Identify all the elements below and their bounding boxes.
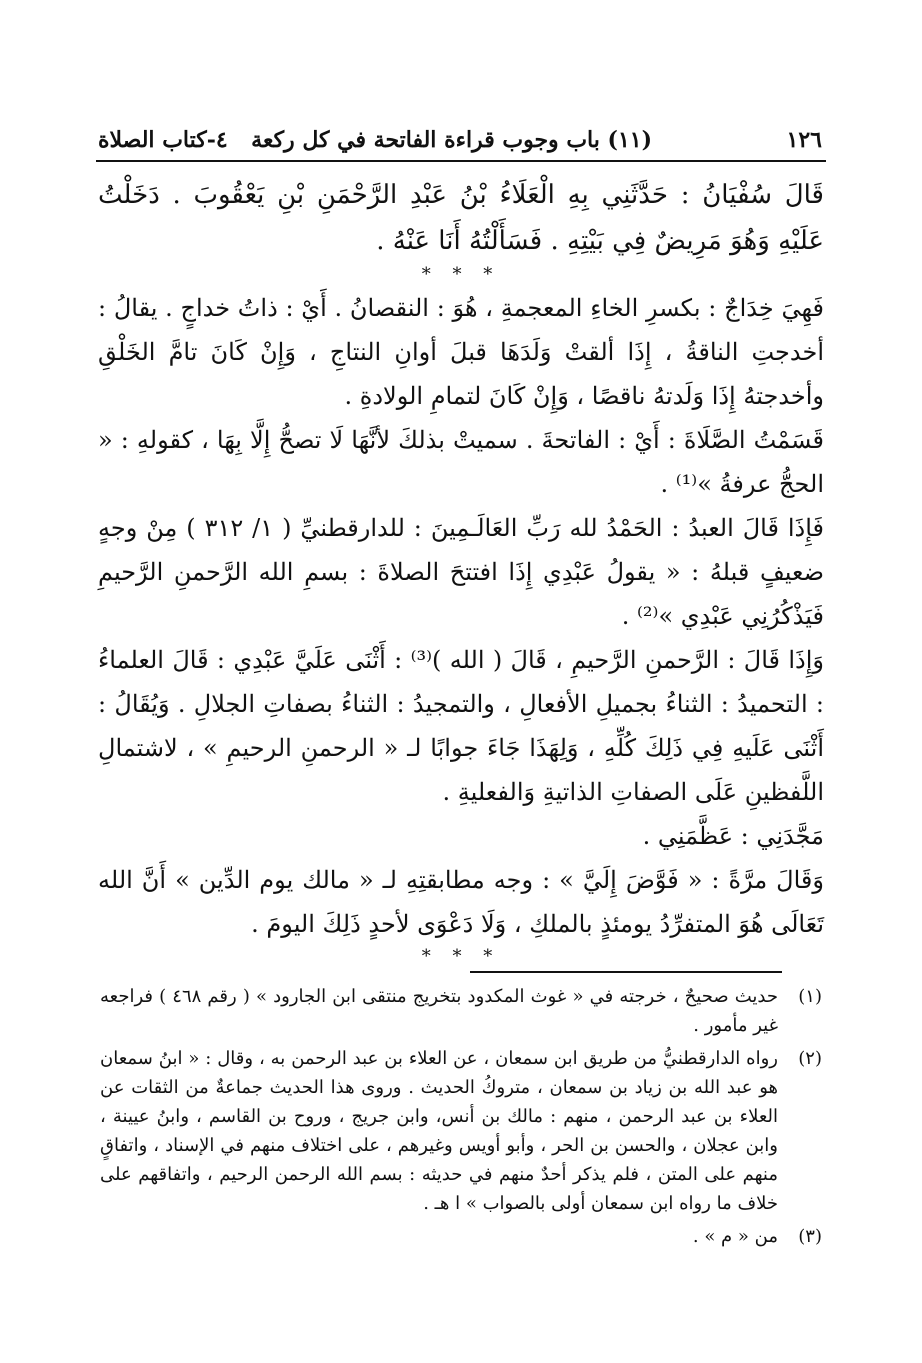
footnote-text: من « م » . bbox=[692, 1226, 778, 1247]
footnote-3 bbox=[100, 1222, 822, 1251]
commentary-majjadani: مَجَّدَنِي : عَظَّمَنِي . bbox=[642, 822, 824, 850]
header-rule bbox=[96, 160, 826, 162]
footnotes bbox=[100, 982, 822, 1255]
footnote-text: حديث صحيحٌ ، خرجته في « غوث المكدود بتخريج منتقى ابن الجارود » ( رقم ٤٦٨ ) فراجعه غير مأمور . bbox=[100, 986, 778, 1036]
section-separator: * * * bbox=[421, 264, 501, 285]
commentary-alhamd: فَإِذَا قَالَ العبدُ : الحَمْدُ لله رَبِّ العَالَـمِينَ : للدارقطنيِّ ( ١/ ٣١٢ ) مِنْ وجهٍ ضعيفٍ قبلهُ : « يقولُ عَبْدِي إِذَا افتتحَ الصلاةَ : بسمِ الله الرَّحمنِ الرَّحيمِ فَيَذْكُرُنِي عَبْدِي »⁽²⁾ . bbox=[98, 514, 824, 630]
commentary-fawwada: وَقَالَ مرَّةً : « فَوَّضَ إِلَيَّ » : وجه مطابقتِهِ لـ « مالك يوم الدِّين » أَنَّ الله تَعَالَى هُوَ المتفرِّدُ يومئذٍ بالملكِ ، وَلَا دَعْوَى لأحدٍ ذَلِكَ اليومَ . bbox=[98, 866, 824, 938]
footnote-number: (٢) bbox=[798, 1048, 822, 1069]
book-title: ٤-كتاب الصلاة bbox=[98, 127, 228, 153]
footnote-number: (٣) bbox=[798, 1226, 822, 1247]
running-head bbox=[98, 122, 822, 158]
footnote-1 bbox=[100, 982, 822, 1040]
commentary-qasamtu: قَسَمْتُ الصَّلَاةَ : أَيْ : الفاتحةَ . سميتْ بذلكَ لأنَّهَا لَا تصحُّ إِلَّا بِهَا ، كقولهِ : « الحجُّ عرفةُ »⁽¹⁾ . bbox=[98, 426, 824, 498]
section-separator-end: * * * bbox=[421, 946, 501, 967]
footnote-2 bbox=[100, 1044, 822, 1218]
footnote-text: رواه الدارقطنيُّ من طريق ابن سمعان ، عن العلاء بن عبد الرحمن به ، وقال : « ابنُ سمعان هو عبد الله بن زياد بن سمعان ، متروكُ الحديث . وروى هذا الحديث جماعةٌ من الثقات عن العلاء بن عبد الرحمن ، منهم : مالك بن أنس، وابن جريج ، وروح بن القاسم ، وابنُ عيينة ، وابن عجلان ، والحسن بن الحر ، وأبو أويس وغيرهم ، على اختلاف منهم في الإسناد ، واتفاقٍ منهم على المتن ، فلم يذكر أحدٌ منهم في حديثه : بسم الله الرحمن الرحيم ، واتفاقهم على خلاف ما رواه ابن سمعان أولى بالصواب » ا هـ . bbox=[100, 1048, 778, 1214]
footnote-number: (١) bbox=[798, 986, 822, 1007]
page-number: ١٢٦ bbox=[786, 127, 822, 153]
commentary-khidaj: فَهِيَ خِدَاجٌ : بكسرِ الخاءِ المعجمةِ ، هُوَ : النقصانُ . أَيْ : ذاتُ خداجٍ . يقالُ : أخدجتِ الناقةُ ، إِذَا ألقتْ وَلَدَهَا قبلَ أوانِ النتاجِ ، وَإِنْ كَانَ تامَّ الخَلْقِ وأخدجتهُ إِذَا وَلَدتهُ ناقصًا ، وَإِنْ كَانَ لتمامِ الولادةِ . bbox=[98, 294, 824, 410]
chapter-title: (١١) باب وجوب قراءة الفاتحة في كل ركعة bbox=[251, 127, 652, 153]
main-text bbox=[98, 172, 824, 968]
hadith-paragraph: قَالَ سُفْيَانُ : حَدَّثَنِي بِهِ الْعَلَاءُ بْنُ عَبْدِ الرَّحْمَنِ بْنِ يَعْقُوبَ . دَخَلْتُ عَلَيْهِ وَهُوَ مَرِيضٌ فِي بَيْتِهِ . فَسَأَلْتُهُ أَنَا عَنْهُ . bbox=[98, 180, 824, 256]
commentary-arrahman: وَإِذَا قَالَ : الرَّحمنِ الرَّحيمِ ، قَالَ ( الله )⁽³⁾ : أَثْنَى عَلَيَّ عَبْدِي : قَالَ العلماءُ : التحميدُ : الثناءُ بجميلِ الأفعالِ ، والتمجيدُ : الثناءُ بصفاتِ الجلالِ . وَيُقَالُ : أَثْنَى عَلَيهِ فِي ذَلِكَ كُلِّهِ ، وَلِهَذَا جَاءَ جوابًا لـ « الرحمنِ الرحيمِ » ، لاشتمالِ اللَّفظينِ عَلَى الصفاتِ الذاتيةِ وَالفعليةِ . bbox=[98, 646, 824, 806]
footnote-rule bbox=[470, 971, 782, 973]
